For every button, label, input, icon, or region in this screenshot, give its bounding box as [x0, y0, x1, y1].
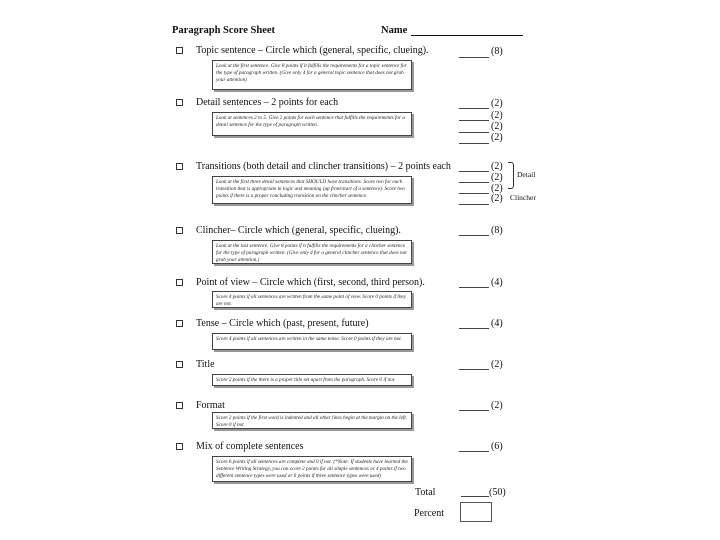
instruction-box: Look at the last sentence. Give 8 points if it fulfills the requirements for a clincher sentence for the type of paragraph written. (Give only 4 for a general clincher sentence that does not grab your attention.): [212, 240, 412, 264]
total-blank[interactable]: [461, 496, 489, 497]
points-value: (6): [491, 441, 503, 452]
checkbox-icon[interactable]: [176, 279, 183, 286]
clincher-group-label: Clincher: [510, 193, 536, 202]
item-point-of-view: [196, 277, 425, 288]
item-mix-of-sentences: [196, 441, 303, 452]
checkbox-icon[interactable]: [176, 99, 183, 106]
score-blank[interactable]: [459, 287, 489, 288]
score-blank[interactable]: [459, 143, 489, 144]
score-blank[interactable]: [459, 235, 489, 236]
score-blank[interactable]: [459, 171, 489, 172]
score-blank[interactable]: [459, 369, 489, 370]
points-value: (2): [491, 132, 503, 143]
checkbox-icon[interactable]: [176, 47, 183, 54]
detail-group-label: Detail: [517, 170, 536, 179]
score-blank[interactable]: [459, 204, 489, 205]
item-tense: [196, 318, 369, 329]
score-blank[interactable]: [459, 410, 489, 411]
points-value: (2): [491, 98, 503, 109]
points-value: (2): [491, 183, 503, 194]
instruction-box: Look at the first sentence. Give 8 points if it fulfills the requirements for a topic sentence for the type of paragraph written. (Give only 4 for a general topic sentence that does not grab your attention): [212, 60, 412, 90]
points-value: (2): [491, 121, 503, 132]
item-detail-sentences: [196, 97, 338, 108]
checkbox-icon[interactable]: [176, 320, 183, 327]
instruction-box: Score 4 points if all sentences are written in the same tense. Score 0 points if they are not.: [212, 333, 412, 350]
percent-field[interactable]: [460, 502, 492, 522]
item-label: Transitions (both detail and clincher transitions) – 2 points each: [196, 161, 451, 172]
instruction-box: Score 4 points if all sentences are written from the same point of view. Score 0 points if they are not.: [212, 291, 412, 308]
instruction-box: Score 6 points if all sentences are complete and 0 if not. (*Note: If students have learned the Sentence Writing Strategy, you can score 2 points for all simple sentences or 4 points if two different sentence types were used or 6 points if three sentence types were used): [212, 456, 412, 482]
item-label: Title: [196, 359, 215, 370]
instruction-box: Score 2 points if the first word is indented and all other lines begin at the margin on the left. Score 0 if not.: [212, 412, 412, 429]
item-clincher: [196, 225, 401, 236]
item-format: [196, 400, 225, 411]
score-blank[interactable]: [459, 57, 489, 58]
score-blank[interactable]: [459, 182, 489, 183]
item-label: Tense – Circle which (past, present, future): [196, 318, 369, 329]
checkbox-icon[interactable]: [176, 361, 183, 368]
score-blank[interactable]: [459, 108, 489, 109]
item-label: Clincher– Circle which (general, specific, clueing).: [196, 225, 401, 236]
score-blank[interactable]: [459, 451, 489, 452]
item-label: Mix of complete sentences: [196, 441, 304, 452]
percent-label: Percent: [414, 508, 444, 519]
points-value: (8): [491, 225, 503, 236]
name-label: Name: [381, 25, 408, 36]
score-blank[interactable]: [459, 328, 489, 329]
checkbox-icon[interactable]: [176, 163, 183, 170]
instruction-box: Score 2 points if the there is a proper title set apart from the paragraph. Score 0 if not.: [212, 374, 412, 386]
item-transitions: [196, 161, 451, 172]
points-value: (4): [491, 318, 503, 329]
item-topic-sentence: [196, 45, 429, 56]
points-value: (8): [491, 46, 503, 57]
instruction-box: Look at sentences 2 to 5. Give 2 points for each sentence that fulfills the requirements for a detail sentence for the type of paragraph written.: [212, 112, 412, 136]
brace-icon: [508, 162, 514, 189]
instruction-box: Look at the first three detail sentences that SHOULD have transitions. Score two for each transition that is appropriate in logic and meaning (up front/start of a sentence). Score two points if there is a proper concluding transition on the clincher sentence.: [212, 176, 412, 204]
points-value: (2): [491, 110, 503, 121]
points-value: (2): [491, 193, 503, 204]
score-blank[interactable]: [459, 120, 489, 121]
score-blank[interactable]: [459, 193, 489, 194]
total-label: Total: [415, 487, 436, 498]
points-value: (2): [491, 161, 503, 172]
page-title: Paragraph Score Sheet: [172, 25, 276, 36]
checkbox-icon[interactable]: [176, 443, 183, 450]
points-value: (2): [491, 400, 503, 411]
item-title: [196, 359, 215, 370]
score-blank[interactable]: [459, 132, 489, 133]
item-label: Topic sentence – Circle which (general, specific, clueing).: [196, 45, 429, 56]
points-value: (2): [491, 172, 503, 183]
item-label: Point of view – Circle which (first, second, third person).: [196, 277, 425, 288]
points-value: (4): [491, 277, 503, 288]
total-points: (50): [489, 487, 506, 498]
checkbox-icon[interactable]: [176, 402, 183, 409]
points-value: (2): [491, 359, 503, 370]
item-label: Detail sentences – 2 points for each: [196, 97, 339, 108]
checkbox-icon[interactable]: [176, 227, 183, 234]
name-field[interactable]: [411, 35, 523, 36]
item-label: Format: [196, 400, 225, 411]
